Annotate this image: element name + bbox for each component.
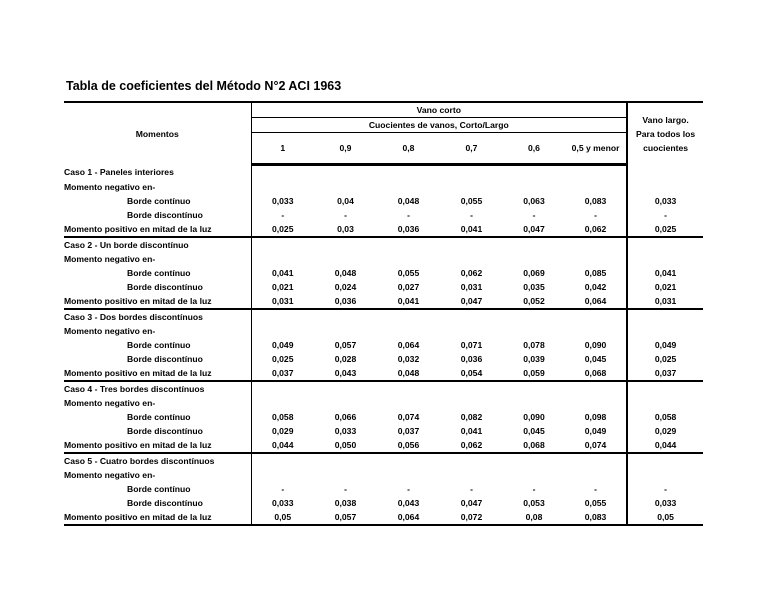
empty-cell xyxy=(503,237,565,252)
empty-cell xyxy=(440,180,503,194)
momento-positivo-label: Momento positivo en mitad de la luz xyxy=(64,296,212,306)
table-row xyxy=(64,424,703,438)
value-cell: 0,027 xyxy=(397,282,420,292)
value-cell: 0,047 xyxy=(523,224,545,234)
value-cell: 0,038 xyxy=(334,498,357,508)
value-cell: 0,041 xyxy=(627,266,703,280)
empty-cell xyxy=(503,180,565,194)
value-cell: 0,056 xyxy=(397,440,420,450)
table-row xyxy=(64,222,703,237)
table-row xyxy=(64,194,703,208)
empty-cell xyxy=(251,237,314,252)
empty-cell xyxy=(565,309,627,324)
empty-cell xyxy=(565,324,627,338)
table-row xyxy=(64,496,703,510)
value-cell: 0,074 xyxy=(397,412,420,422)
empty-cell xyxy=(251,324,314,338)
borde-continuo-label: Borde contínuo xyxy=(127,268,191,278)
value-cell: 0,085 xyxy=(584,268,607,278)
table-row xyxy=(64,280,703,294)
value-cell: 0,055 xyxy=(460,196,483,206)
value-cell: 0,090 xyxy=(523,412,545,422)
empty-cell xyxy=(503,165,565,181)
value-cell: 0,037 xyxy=(251,366,314,381)
value-cell: 0,049 xyxy=(584,426,607,436)
empty-cell xyxy=(565,180,627,194)
empty-cell xyxy=(314,309,377,324)
value-cell: 0,064 xyxy=(584,296,607,306)
empty-cell xyxy=(503,381,565,396)
table-row xyxy=(64,165,703,181)
empty-cell xyxy=(565,468,627,482)
value-cell: 0,045 xyxy=(523,426,545,436)
table-row xyxy=(64,237,703,252)
momento-negativo-label: Momento negativo en- xyxy=(64,470,156,480)
empty-cell xyxy=(565,252,627,266)
empty-cell xyxy=(314,396,377,410)
value-cell: 0,058 xyxy=(251,410,314,424)
value-cell: 0,043 xyxy=(397,498,420,508)
borde-discontinuo-label: Borde discontínuo xyxy=(127,210,203,220)
empty-cell xyxy=(377,309,440,324)
empty-cell xyxy=(503,396,565,410)
empty-cell xyxy=(251,180,314,194)
value-cell: 0,025 xyxy=(627,352,703,366)
value-cell: - xyxy=(594,210,597,220)
value-cell: 0,024 xyxy=(334,282,357,292)
empty-cell xyxy=(314,237,377,252)
empty-cell xyxy=(627,468,703,482)
value-cell: - xyxy=(627,482,703,496)
empty-cell xyxy=(565,381,627,396)
ratio-header: 0,8 xyxy=(377,133,440,165)
momento-negativo-label: Momento negativo en- xyxy=(64,326,156,336)
value-cell: 0,039 xyxy=(523,354,545,364)
value-cell: 0,050 xyxy=(334,440,357,450)
table-row xyxy=(64,352,703,366)
borde-continuo-label: Borde contínuo xyxy=(127,196,191,206)
value-cell: 0,048 xyxy=(334,268,357,278)
empty-cell xyxy=(440,324,503,338)
value-cell: 0,036 xyxy=(397,224,420,234)
empty-cell xyxy=(251,165,314,181)
empty-cell xyxy=(440,165,503,181)
value-cell: 0,035 xyxy=(523,282,545,292)
empty-cell xyxy=(377,453,440,468)
empty-cell xyxy=(627,381,703,396)
value-cell: 0,05 xyxy=(251,510,314,525)
vano-largo-line-3: cuocientes xyxy=(643,142,689,153)
value-cell: 0,083 xyxy=(565,510,627,525)
value-cell: 0,041 xyxy=(251,266,314,280)
value-cell: - xyxy=(532,484,536,494)
table-row xyxy=(64,381,703,396)
value-cell: 0,074 xyxy=(584,440,607,450)
empty-cell xyxy=(251,453,314,468)
value-cell: 0,043 xyxy=(334,368,357,378)
empty-cell xyxy=(377,396,440,410)
table-row xyxy=(64,482,703,496)
empty-cell xyxy=(314,180,377,194)
value-cell: 0,047 xyxy=(460,498,483,508)
empty-cell xyxy=(503,468,565,482)
empty-cell xyxy=(440,309,503,324)
empty-cell xyxy=(503,309,565,324)
vano-largo-line-1: Vano largo. xyxy=(642,114,689,125)
empty-cell xyxy=(503,453,565,468)
value-cell: 0,098 xyxy=(584,412,607,422)
value-cell: 0,025 xyxy=(251,222,314,237)
empty-cell xyxy=(627,165,703,181)
borde-continuo-label: Borde contínuo xyxy=(127,484,191,494)
borde-discontinuo-label: Borde discontínuo xyxy=(127,498,203,508)
empty-cell xyxy=(627,237,703,252)
vano-largo-header xyxy=(627,102,703,165)
table-row xyxy=(64,396,703,410)
value-cell: 0,042 xyxy=(584,282,607,292)
value-cell: 0,082 xyxy=(460,412,483,422)
empty-cell xyxy=(314,468,377,482)
empty-cell xyxy=(377,252,440,266)
empty-cell xyxy=(377,165,440,181)
value-cell: - xyxy=(344,484,347,494)
value-cell: 0,062 xyxy=(460,440,483,450)
value-cell: 0,033 xyxy=(627,496,703,510)
ratio-header: 0,9 xyxy=(314,133,377,165)
value-cell: 0,021 xyxy=(251,280,314,294)
value-cell: 0,062 xyxy=(460,268,483,278)
momento-negativo-label: Momento negativo en- xyxy=(64,398,156,408)
empty-cell xyxy=(565,396,627,410)
momento-negativo-label: Momento negativo en- xyxy=(64,182,156,192)
case-title: Caso 3 - Dos bordes discontínuos xyxy=(64,309,251,324)
value-cell: 0,021 xyxy=(627,280,703,294)
value-cell: 0,069 xyxy=(523,268,545,278)
value-cell: 0,045 xyxy=(584,354,607,364)
value-cell: 0,071 xyxy=(460,340,483,350)
table-row xyxy=(64,338,703,352)
empty-cell xyxy=(440,468,503,482)
value-cell: 0,044 xyxy=(627,438,703,453)
value-cell: 0,059 xyxy=(523,368,545,378)
value-cell: 0,08 xyxy=(503,510,565,525)
table-row xyxy=(64,324,703,338)
value-cell: 0,041 xyxy=(460,426,483,436)
value-cell: 0,072 xyxy=(440,510,503,525)
value-cell: 0,036 xyxy=(460,354,483,364)
value-cell: 0,029 xyxy=(627,424,703,438)
value-cell: 0,033 xyxy=(251,194,314,208)
ratio-header: 0,5 y menor xyxy=(565,133,627,165)
case-title: Caso 5 - Cuatro bordes discontínuos xyxy=(64,453,251,468)
empty-cell xyxy=(627,453,703,468)
borde-discontinuo-label: Borde discontínuo xyxy=(127,426,203,436)
momento-positivo-label: Momento positivo en mitad de la luz xyxy=(64,510,251,525)
empty-cell xyxy=(251,396,314,410)
empty-cell xyxy=(377,237,440,252)
value-cell: 0,062 xyxy=(584,224,607,234)
table-row xyxy=(64,180,703,194)
value-cell: 0,031 xyxy=(627,294,703,309)
empty-cell xyxy=(440,237,503,252)
ratio-header: 0,7 xyxy=(440,133,503,165)
empty-cell xyxy=(565,453,627,468)
empty-cell xyxy=(627,396,703,410)
empty-cell xyxy=(377,180,440,194)
value-cell: 0,063 xyxy=(523,196,545,206)
value-cell: 0,028 xyxy=(334,354,357,364)
value-cell: 0,068 xyxy=(584,368,607,378)
case-title: Caso 1 - Paneles interiores xyxy=(64,167,174,178)
value-cell: - xyxy=(470,210,473,220)
value-cell: 0,078 xyxy=(523,340,545,350)
cuocientes-header: Cuocientes de vanos, Corto/Largo xyxy=(251,118,627,133)
value-cell: - xyxy=(407,484,410,494)
ratio-header: 0,6 xyxy=(503,133,565,165)
value-cell: 0,064 xyxy=(397,340,420,350)
empty-cell xyxy=(440,381,503,396)
value-cell: 0,054 xyxy=(460,368,483,378)
empty-cell xyxy=(565,237,627,252)
empty-cell xyxy=(251,381,314,396)
empty-cell xyxy=(251,309,314,324)
value-cell: 0,048 xyxy=(397,368,420,378)
value-cell: 0,05 xyxy=(627,510,703,525)
value-cell: - xyxy=(594,484,597,494)
empty-cell xyxy=(251,468,314,482)
value-cell: 0,04 xyxy=(337,196,354,206)
momento-positivo-label: Momento positivo en mitad de la luz xyxy=(64,368,212,378)
case-title: Caso 2 - Un borde discontínuo xyxy=(64,237,251,252)
empty-cell xyxy=(251,252,314,266)
empty-cell xyxy=(440,453,503,468)
momento-negativo-label: Momento negativo en- xyxy=(64,254,156,264)
empty-cell xyxy=(377,324,440,338)
value-cell: - xyxy=(251,482,314,496)
empty-cell xyxy=(314,324,377,338)
empty-cell xyxy=(503,324,565,338)
value-cell: 0,041 xyxy=(397,296,420,306)
table-row xyxy=(64,266,703,280)
empty-cell xyxy=(314,252,377,266)
value-cell: - xyxy=(344,210,347,220)
table-row xyxy=(64,410,703,424)
value-cell: 0,090 xyxy=(584,340,607,350)
value-cell: 0,031 xyxy=(460,282,483,292)
coefficient-table xyxy=(64,101,703,526)
value-cell: 0,03 xyxy=(337,224,354,234)
value-cell: 0,025 xyxy=(627,222,703,237)
empty-cell xyxy=(627,324,703,338)
value-cell: 0,033 xyxy=(627,194,703,208)
empty-cell xyxy=(440,252,503,266)
value-cell: - xyxy=(532,210,536,220)
value-cell: 0,047 xyxy=(460,296,483,306)
value-cell: - xyxy=(251,208,314,222)
empty-cell xyxy=(503,252,565,266)
empty-cell xyxy=(314,381,377,396)
value-cell: 0,055 xyxy=(584,498,607,508)
momento-positivo-label: Momento positivo en mitad de la luz xyxy=(64,224,212,234)
vano-corto-header: Vano corto xyxy=(251,102,627,118)
value-cell: 0,083 xyxy=(584,196,607,206)
value-cell: 0,053 xyxy=(523,498,545,508)
borde-continuo-label: Borde contínuo xyxy=(127,340,191,350)
value-cell: 0,049 xyxy=(251,338,314,352)
table-row xyxy=(64,468,703,482)
table-row xyxy=(64,510,703,525)
empty-cell xyxy=(627,252,703,266)
table-row xyxy=(64,309,703,324)
value-cell: 0,033 xyxy=(251,496,314,510)
value-cell: 0,057 xyxy=(314,510,377,525)
table-row xyxy=(64,208,703,222)
value-cell: 0,068 xyxy=(523,440,545,450)
ratio-header: 1 xyxy=(251,133,314,165)
empty-cell xyxy=(627,309,703,324)
value-cell: 0,031 xyxy=(251,294,314,309)
table-row xyxy=(64,252,703,266)
empty-cell xyxy=(314,453,377,468)
value-cell: 0,052 xyxy=(523,296,545,306)
value-cell: - xyxy=(470,484,473,494)
empty-cell xyxy=(627,180,703,194)
empty-cell xyxy=(377,381,440,396)
value-cell: 0,066 xyxy=(334,412,357,422)
value-cell: 0,057 xyxy=(334,340,357,350)
table-row xyxy=(64,366,703,381)
value-cell: - xyxy=(407,210,410,220)
value-cell: 0,037 xyxy=(397,426,420,436)
value-cell: - xyxy=(627,208,703,222)
value-cell: 0,029 xyxy=(251,424,314,438)
table-row xyxy=(64,453,703,468)
value-cell: 0,033 xyxy=(334,426,357,436)
momento-positivo-label: Momento positivo en mitad de la luz xyxy=(64,440,212,450)
vano-largo-line-2: Para todos los xyxy=(635,128,696,139)
value-cell: 0,048 xyxy=(397,196,420,206)
value-cell: 0,064 xyxy=(377,510,440,525)
empty-cell xyxy=(440,396,503,410)
value-cell: 0,025 xyxy=(251,352,314,366)
value-cell: 0,036 xyxy=(334,296,357,306)
value-cell: 0,049 xyxy=(627,338,703,352)
value-cell: 0,058 xyxy=(627,410,703,424)
value-cell: 0,044 xyxy=(251,438,314,453)
empty-cell xyxy=(377,468,440,482)
table-row xyxy=(64,294,703,309)
value-cell: 0,032 xyxy=(397,354,420,364)
momentos-header: Momentos xyxy=(135,128,179,139)
borde-continuo-label: Borde contínuo xyxy=(127,412,191,422)
value-cell: 0,055 xyxy=(397,268,420,278)
empty-cell xyxy=(565,165,627,181)
value-cell: 0,037 xyxy=(627,366,703,381)
case-title: Caso 4 - Tres bordes discontínuos xyxy=(64,381,251,396)
borde-discontinuo-label: Borde discontínuo xyxy=(127,282,203,292)
value-cell: 0,041 xyxy=(460,224,483,234)
empty-cell xyxy=(314,165,377,181)
table-row xyxy=(64,438,703,453)
borde-discontinuo-label: Borde discontínuo xyxy=(127,354,203,364)
table-title: Tabla de coeficientes del Método N°2 ACI 1963 xyxy=(66,79,342,93)
